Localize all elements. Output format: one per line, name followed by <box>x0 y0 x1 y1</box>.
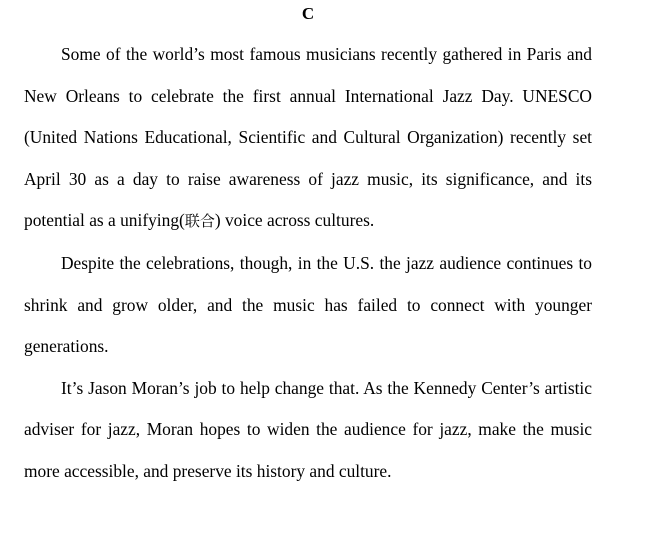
paragraph-2: Despite the celebrations, though, in the U.S. the jazz audience continues to shrink and grow older, and the music has failed to connect with younger generations. <box>24 252 592 357</box>
chinese-gloss: 联合 <box>184 212 215 231</box>
paragraph-1-text-end: ) voice across cultures. <box>214 210 375 231</box>
paragraph-1 <box>24 34 592 243</box>
section-heading: C <box>301 4 315 23</box>
paragraph-1-text: Some of the world’s most famous musicians recently gathered in Paris and New Orleans to celebrate the first annual International Jazz Day. UNESCO (United Nations Educational, Scientific and Cultural Organization) recently set April 30 as a day to raise awareness of jazz music, its significance, and its potential as a unifying( <box>24 44 592 231</box>
article-body <box>24 34 592 493</box>
paragraph-3: It’s Jason Moran’s job to help change that. As the Kennedy Center’s artistic adviser for jazz, Moran hopes to widen the audience for jazz, make the music more accessible, and preserve its history and culture. <box>24 377 592 481</box>
